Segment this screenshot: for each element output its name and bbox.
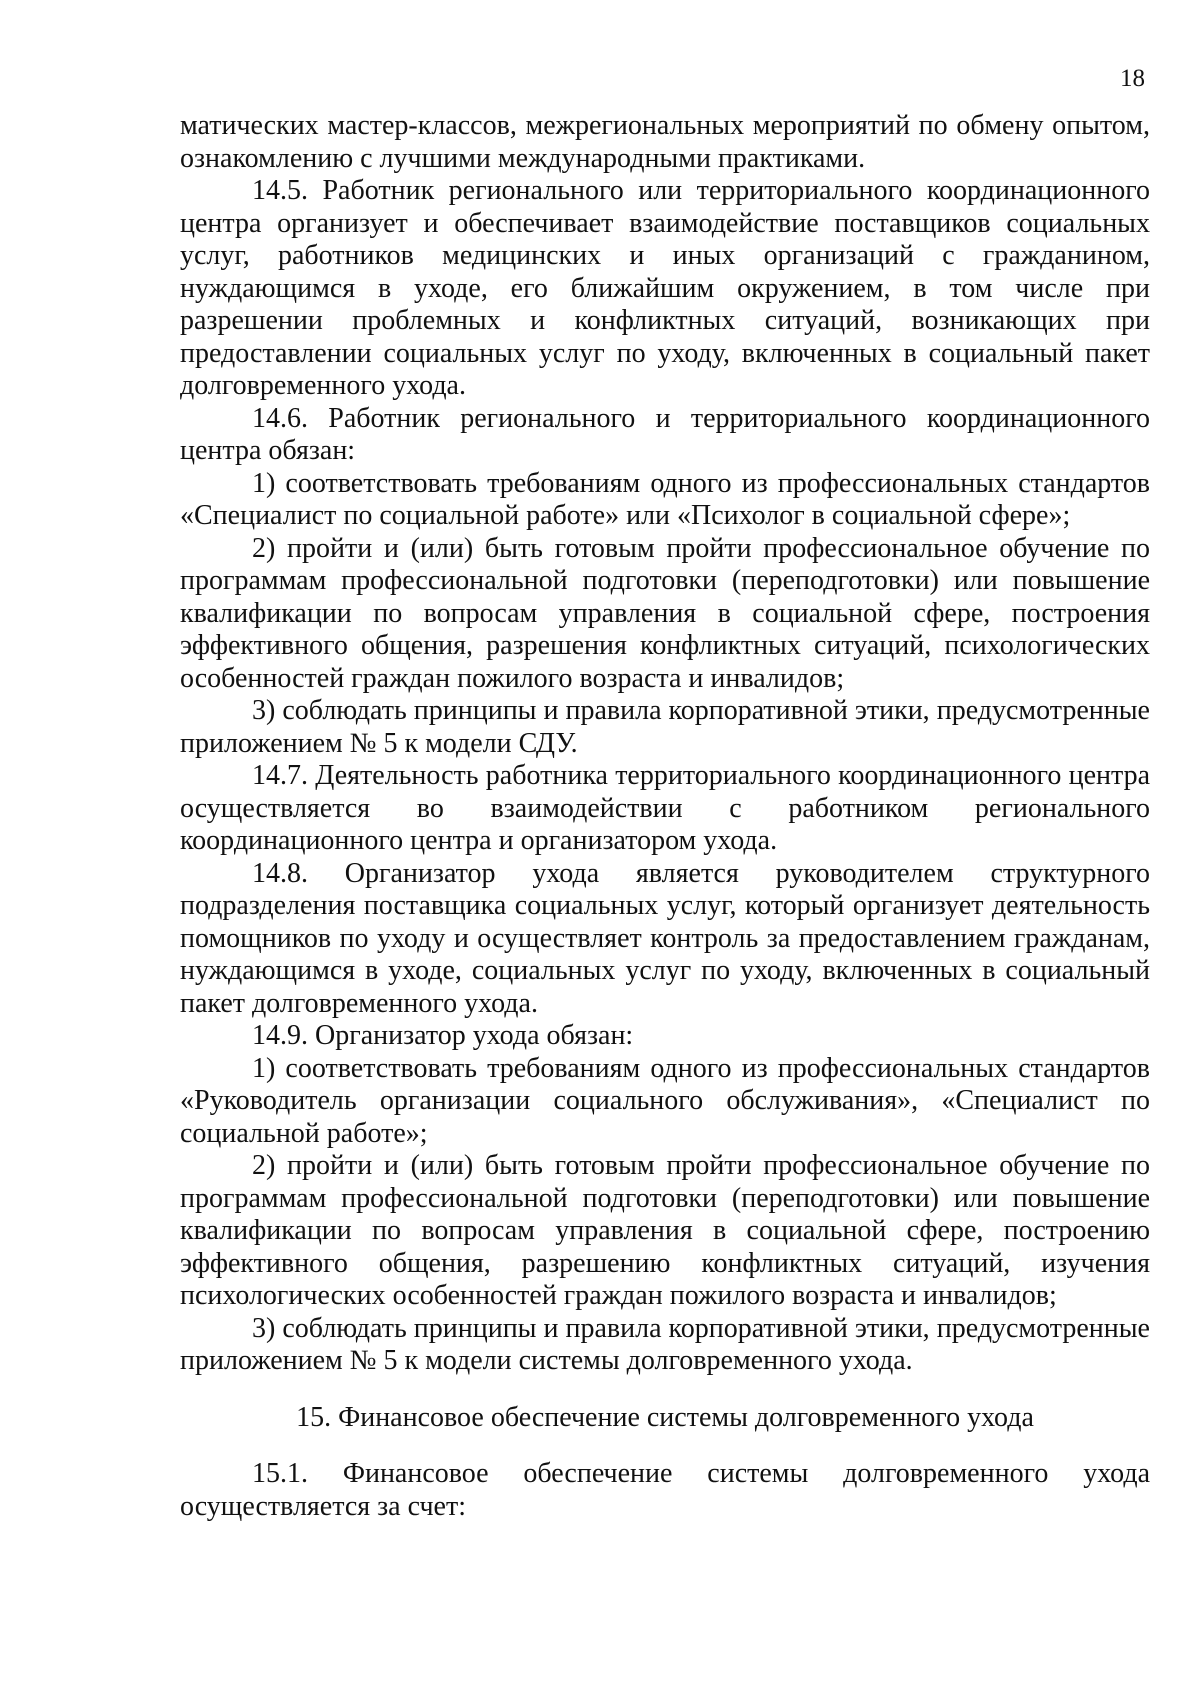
paragraph-15-1: 15.1. Финансовое обеспечение системы долговременного ухода осуществляется за счет: (180, 1458, 1150, 1522)
document-body (180, 110, 1150, 1523)
paragraph-14-5: 14.5. Работник регионального или территориального координационного центра организует и обеспечивает взаимодействие поставщиков социальных услуг, работников медицинских и иных организаций с гражданином, нуждающимся в уходе, его ближайшим окружением, в том числе при разрешении проблемных и конфликтных ситуаций, возникающих при предоставлении социальных услуг по уходу, включенных в социальный пакет долговременного ухода. (180, 175, 1150, 401)
section-heading-15: 15. Финансовое обеспечение системы долговременного ухода (296, 1401, 1034, 1433)
list-item-14-6-3: 3) соблюдать принципы и правила корпоративной этики, предусмотренные приложением № 5 к модели СДУ. (180, 695, 1150, 759)
paragraph-14-7: 14.7. Деятельность работника территориального координационного центра осуществляется во взаимодействии с работником регионального координационного центра и организатором ухода. (180, 760, 1150, 856)
list-item-14-9-2: 2) пройти и (или) быть готовым пройти профессиональное обучение по программам профессиональной подготовки (переподготовки) или повышение квалификации по вопросам управления в социальной сфере, построению эффективного общения, разрешению конфликтных ситуаций, изучения психологических особенностей граждан пожилого возраста и инвалидов; (180, 1150, 1150, 1311)
paragraph-14-8: 14.8. Организатор ухода является руководителем структурного подразделения поставщика социальных услуг, который организует деятельность помощников по уходу и осуществляет контроль за предоставлением гражданам, нуждающимся в уходе, социальных услуг по уходу, включенных в социальный пакет долговременного ухода. (180, 857, 1150, 1019)
list-item-14-9-1: 1) соответствовать требованиям одного из профессиональных стандартов «Руководитель организации социального обслуживания», «Специалист по социальной работе»; (180, 1052, 1150, 1149)
paragraph-14-6: 14.6. Работник регионального и территориального координационного центра обязан: (180, 402, 1150, 466)
paragraph-14-9: 14.9. Организатор ухода обязан: (252, 1020, 634, 1051)
page-number: 18 (1120, 65, 1145, 92)
list-item-14-6-1: 1) соответствовать требованиям одного из профессиональных стандартов «Специалист по социальной работе» или «Психолог в социальной сфере»; (180, 467, 1150, 531)
paragraph-continuation: матических мастер-классов, межрегиональных мероприятий по обмену опытом, ознакомлению с лучшими международными практиками. (180, 110, 1150, 174)
list-item-14-6-2: 2) пройти и (или) быть готовым пройти профессиональное обучение по программам профессиональной подготовки (переподготовки) или повышение квалификации по вопросам управления в социальной сфере, построения эффективного общения, разрешения конфликтных ситуаций, психологических особенностей граждан пожилого возраста и инвалидов; (180, 532, 1150, 694)
list-item-14-9-3: 3) соблюдать принципы и правила корпоративной этики, предусмотренные приложением № 5 к модели системы долговременного ухода. (180, 1312, 1150, 1376)
